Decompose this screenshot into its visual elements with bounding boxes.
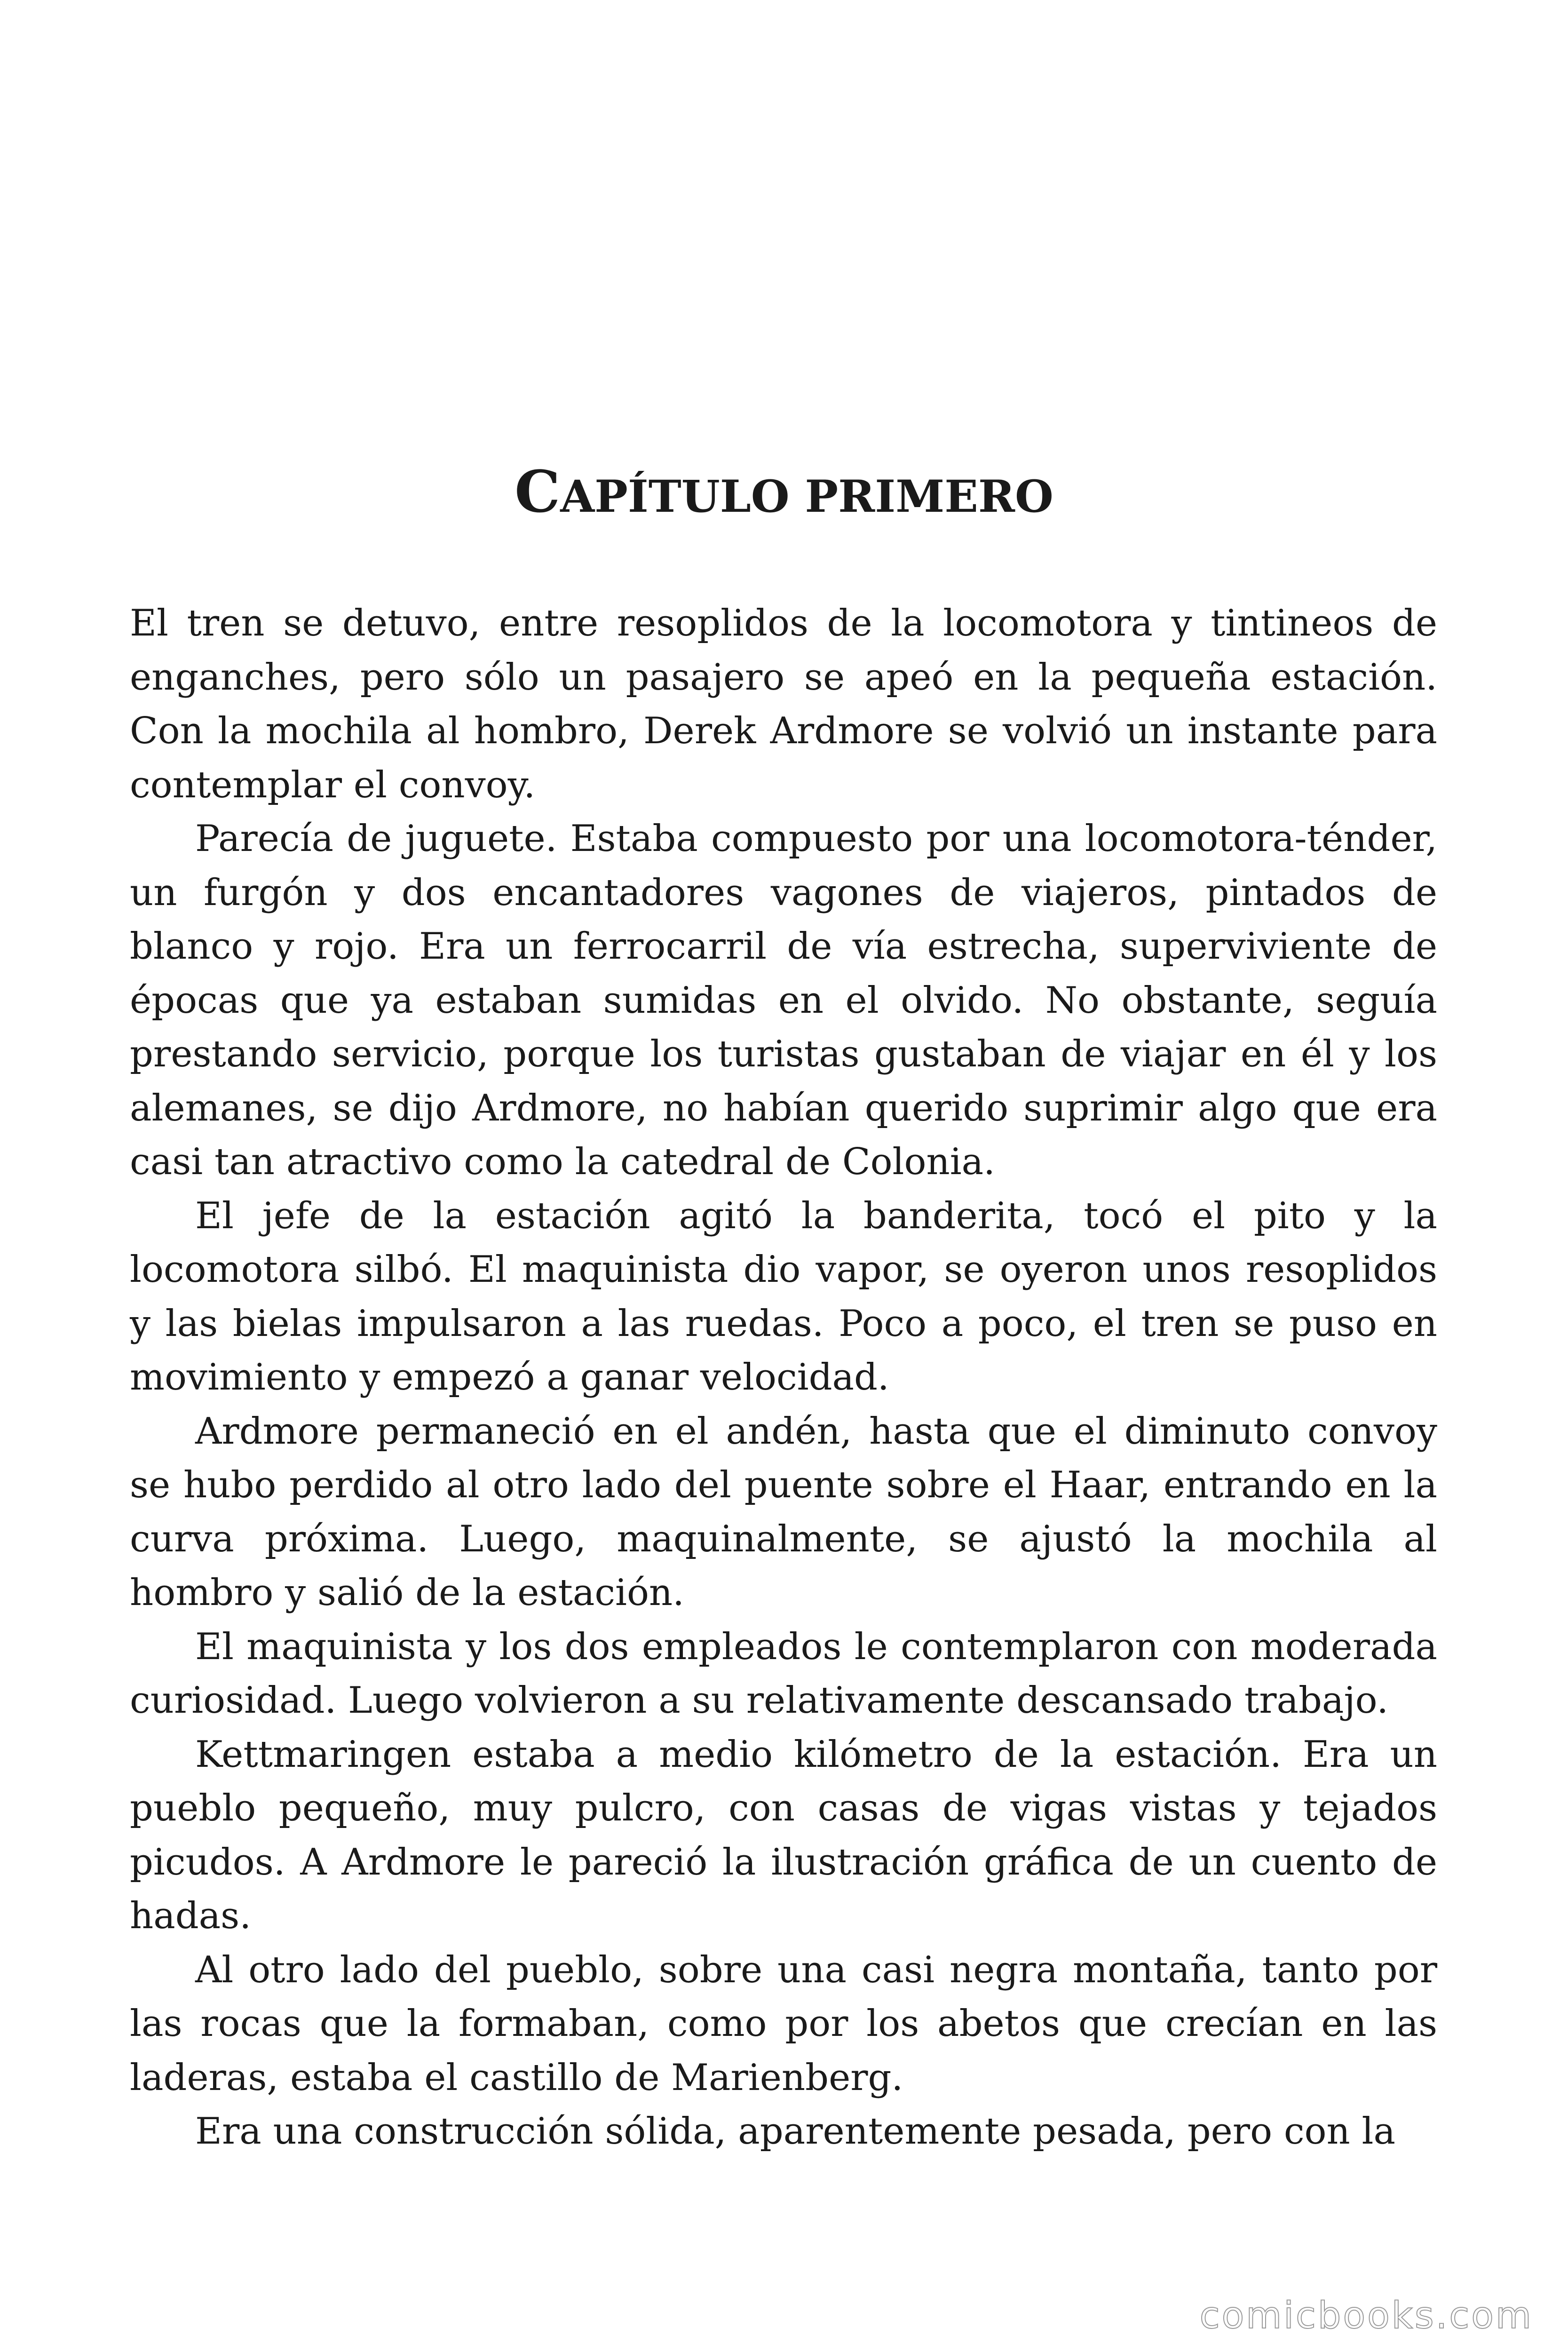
paragraph-7: Al otro lado del pueblo, sobre una casi negra montaña, tanto por las rocas que la formaban, como por los abetos que crecían en las laderas, estaba el castillo de Marienberg. — [130, 1948, 1437, 2099]
paragraph-1: El tren se detuvo, entre resoplidos de la locomotora y tintineos de enganches, pero sólo un pasajero se apeó en la pequeña estación. Con la mochila al hombro, Derek Ardmore se volvió un instante para contemplar el convoy. — [130, 602, 1437, 806]
paragraph-5: El maquinista y los dos empleados le contemplaron con moderada curiosidad. Luego volvieron a su relativamente descansado trabajo. — [130, 1625, 1437, 1722]
chapter-title — [0, 458, 1568, 525]
chapter-title-initial: C — [515, 458, 561, 525]
paragraph-2: Parecía de juguete. Estaba compuesto por una locomotora-ténder, un furgón y dos encantadores vagones de viajeros, pintados de blanco y rojo. Era un ferrocarril de vía estrecha, superviviente de épocas que ya estaban sumidas en el olvido. No obstante, seguía prestando servicio, porque los turistas gustaban de viajar en él y los alemanes, se dijo Ardmore, no habían querido suprimir algo que era casi tan atractivo como la catedral de Colonia. — [130, 818, 1437, 1183]
paragraph-6: Kettmaringen estaba a medio kilómetro de la estación. Era un pueblo pequeño, muy pulcro, con casas de vigas vistas y tejados picudos. A Ardmore le pareció la ilustración gráfica de un cuento de hadas. — [130, 1733, 1437, 1937]
paragraph-8: Era una construcción sólida, aparentemente pesada, pero con la — [195, 2110, 1395, 2153]
paragraph-4: Ardmore permaneció en el andén, hasta que el diminuto convoy se hubo perdido al otro lado del puente sobre el Haar, entrando en la curva próxima. Luego, maquinalmente, se ajustó la mochila al hombro y salió de la estación. — [130, 1410, 1437, 1614]
chapter-body — [130, 596, 1437, 2159]
chapter-title-rest: APÍTULO PRIMERO — [560, 471, 1053, 523]
watermark: comicbooks.com — [1199, 2295, 1533, 2337]
paragraph-3: El jefe de la estación agitó la banderita, tocó el pito y la locomotora silbó. El maquinista dio vapor, se oyeron unos resoplidos y las bielas impulsaron a las ruedas. Poco a poco, el tren se puso en movimiento y empezó a ganar velocidad. — [130, 1194, 1437, 1398]
